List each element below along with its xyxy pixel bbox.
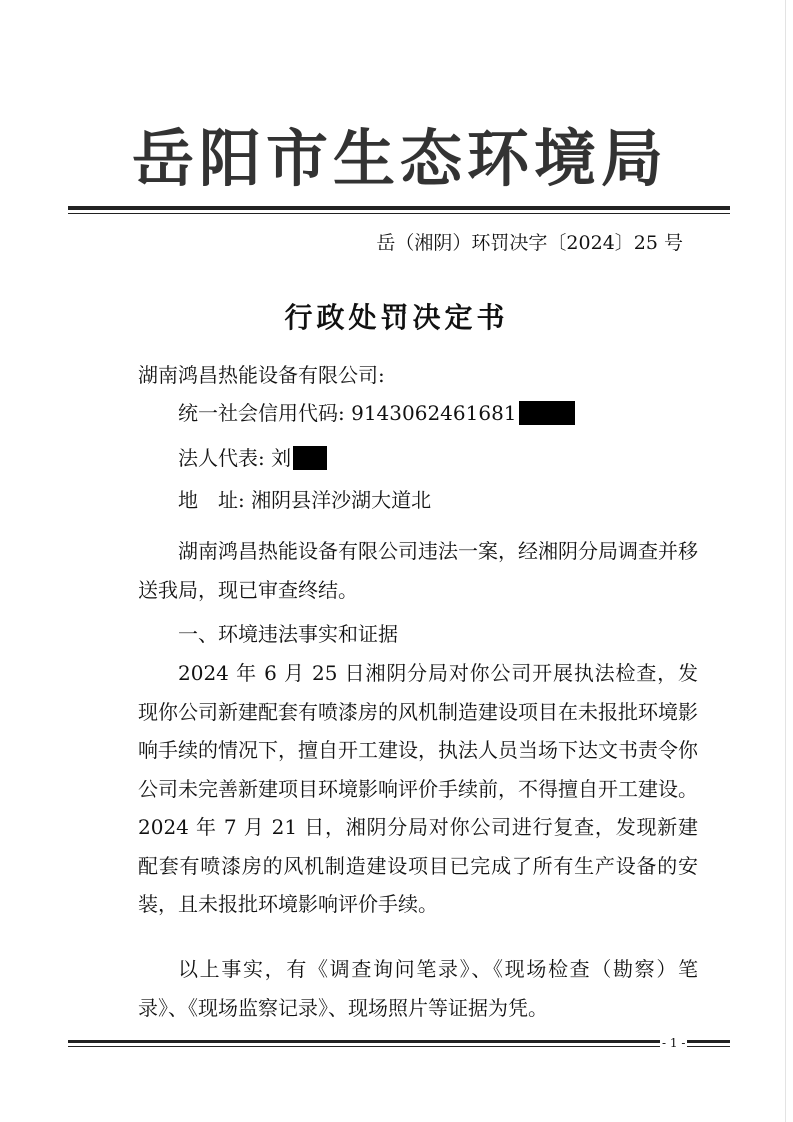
legal-rep-label: 法人代表: <box>178 446 265 470</box>
intro-paragraph: 湖南鸿昌热能设备有限公司违法一案，经湘阴分局调查并移送我局，现已审查终结。 <box>138 539 698 602</box>
redaction-box <box>293 446 327 470</box>
footer-rule-thick <box>68 1040 730 1043</box>
address-line <box>178 485 431 515</box>
agency-masthead: 岳阳市生态环境局 <box>131 122 668 195</box>
document-title: 行政处罚决定书 <box>284 301 509 334</box>
credit-code-value: 9143062461681 <box>351 401 517 425</box>
page-number: - 1 - <box>662 1036 686 1050</box>
address-label: 地 址: <box>178 488 245 512</box>
addressee: 湖南鸿昌热能设备有限公司: <box>138 363 385 387</box>
footer-rule-thin <box>68 1046 730 1047</box>
document-number: 岳（湘阴）环罚决字〔2024〕25 号 <box>376 232 683 254</box>
legal-rep-line <box>178 443 327 473</box>
facts-paragraph: 2024 年 6 月 25 日湘阴分局对你公司开展执法检查，发现你公司新建配套有喷漆房的风机制造建设项目在未报批环境影响手续的情况下，擅自开工建设，执法人员当场下达文书责令你公司未完善新建项目环境影响评价手续前，不得擅自开工建设。2024 年 7 月 21 日，湘阴分局对你公司进行复查，发现新建配套有喷漆房的风机制造建设项目已完成了所有生产设备的安装，且未报批环境影响评价手续。 <box>138 661 698 916</box>
address-value: 湘阴县洋沙湖大道北 <box>251 488 432 512</box>
credit-code-line <box>178 398 575 428</box>
section-heading: 一、环境违法事实和证据 <box>178 622 398 646</box>
credit-code-label: 统一社会信用代码: <box>178 401 345 425</box>
header-rule-thick <box>68 206 730 210</box>
header-rule-thin <box>68 213 730 214</box>
evidence-paragraph: 以上事实，有《调查询问笔录》、《现场检查（勘察）笔录》、《现场监察记录》、现场照片等证据为凭。 <box>138 957 698 1020</box>
redaction-box <box>519 401 575 425</box>
scan-edge <box>785 0 786 1122</box>
legal-rep-value: 刘 <box>271 446 292 470</box>
